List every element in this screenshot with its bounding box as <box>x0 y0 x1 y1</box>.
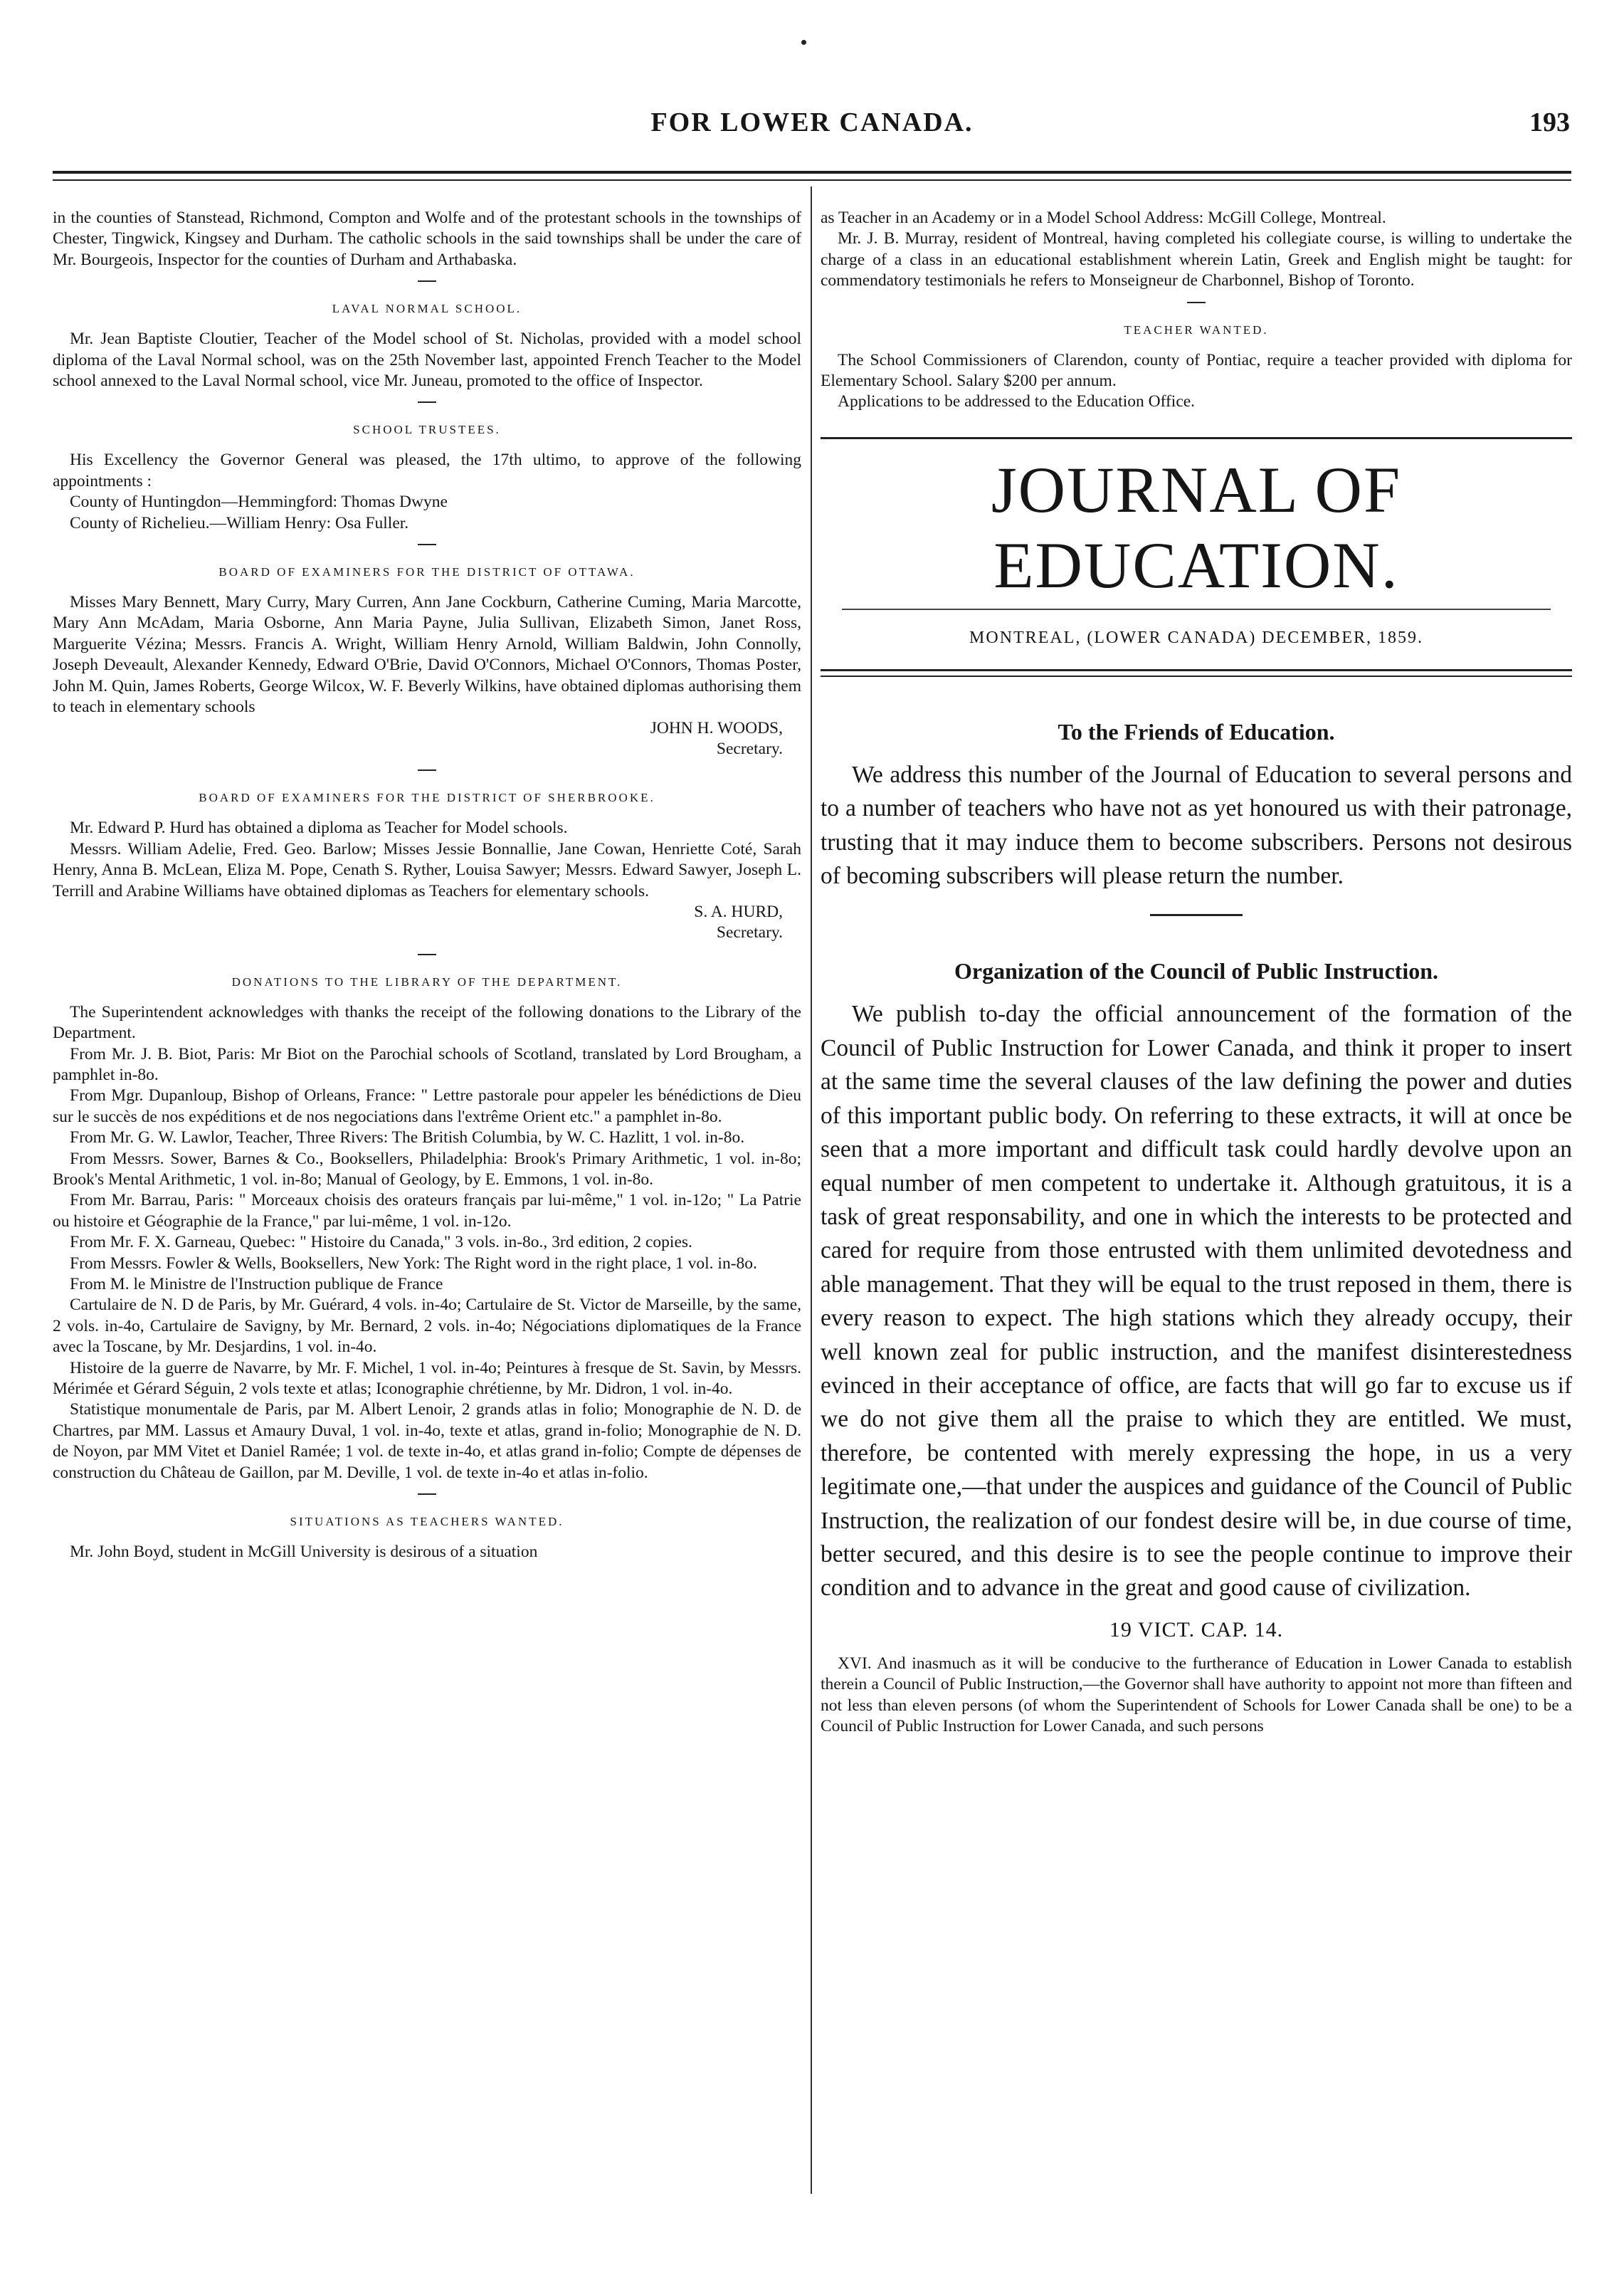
masthead-rule-dotted <box>842 609 1551 610</box>
heading-friends-of-education: To the Friends of Education. <box>1058 718 1335 745</box>
section-dash <box>418 401 436 403</box>
signature-name: S. A. HURD, <box>694 902 783 921</box>
printer-mark <box>801 40 806 45</box>
masthead-title: JOURNAL OF EDUCATION. <box>991 453 1402 601</box>
paragraph-donation: Statistique monumentale de Paris, par M. Albert Lenoir, 2 grands atlas in folio; Monographie de N. D. de Chartres, par MM. Lassus et Amaury Duval, 1 vol. in-4o, texte et atlas, grand in-folio; Monographie de N. D. de Noyon, par MM Vitet et Daniel Ramée; 1 vol. de texte in-4o, et atlas grand in-folio; Compte de dépenses de construction du Château de Gaillon, par M. Deville, 1 vol. de texte in-4o et atlas in-folio. <box>53 1400 801 1482</box>
section-dash <box>418 280 436 282</box>
section-dash <box>418 1493 436 1495</box>
heading-teacher-wanted: TEACHER WANTED. <box>1124 322 1269 337</box>
section-dash <box>418 769 436 771</box>
signature-name: JOHN H. WOODS, <box>650 718 783 737</box>
page-number: 193 <box>1529 107 1570 137</box>
paragraph-trustees-huntingdon: County of Huntingdon—Hemmingford: Thomas Dwyne <box>70 493 448 512</box>
masthead-rule-bottom-thin <box>821 676 1572 677</box>
paragraph-boyd: Mr. John Boyd, student in McGill University is desirous of a situation <box>70 1543 538 1562</box>
paragraph-donation: From Messrs. Fowler & Wells, Booksellers, New York: The Right word in the right place, 1 vol. in-8o. <box>70 1254 757 1273</box>
section-dash <box>418 544 436 545</box>
dateline: MONTREAL, (LOWER CANADA) DECEMBER, 1859. <box>969 628 1423 647</box>
right-column <box>821 208 1572 1737</box>
paragraph-donation: From Mr. F. X. Garneau, Quebec: " Histoire du Canada," 3 vols. in-8o., 3rd edition, 2 copies. <box>70 1233 692 1252</box>
paragraph-donation: From Mgr. Dupanloup, Bishop of Orleans, France: " Lettre pastorale pour appeler les bénédictions de Dieu sur le succès de nos expéditions et de nos negociations dans l'extrême Orient etc." a pamphlet in-8o. <box>53 1086 801 1126</box>
heading-laval-normal-school: LAVAL NORMAL SCHOOL. <box>332 302 522 316</box>
paragraph-donation: The Superintendent acknowledges with thanks the receipt of the following donations to the Library of the Department. <box>53 1002 801 1043</box>
signature-title: Secretary. <box>716 923 783 942</box>
left-column <box>53 208 801 1563</box>
paragraph-donation: Cartulaire de N. D de Paris, by Mr. Guérard, 4 vols. in-4o; Cartulaire de St. Victor de Marseille, by the same, 2 vols. in-4o, Cartulaire de Savigny, by Mr. Bernard, 2 vols. in-4o; Négociations diplomatiques de la France avec la Toscane, by Mr. Desjardins, 1 vol. in-4o. <box>53 1296 801 1357</box>
heading-school-trustees: SCHOOL TRUSTEES. <box>353 423 501 437</box>
paragraph-section-xvi: XVI. And inasmuch as it will be conducive to the furtherance of Education in Lower Canada to establish therein a Council of Public Instruction,—the Governor shall have authority to appoint not more than fifteen and not less than eleven persons (of whom the Superintendent of Schools for Lower Canada shall be one) to be a Council of Public Instruction for Lower Canada, and such persons <box>821 1654 1572 1735</box>
paragraph-trustees-richelieu: County of Richelieu.—William Henry: Osa Fuller. <box>70 513 409 532</box>
heading-situations-wanted: SITUATIONS AS TEACHERS WANTED. <box>290 1515 564 1529</box>
paragraph-donation: From Mr. Barrau, Paris: " Morceaux choisis des orateurs français par lui-même," 1 vol. in-12o; " La Patrie ou histoire et Géographie de la France," par lui-même, 1 vol. in-12o. <box>53 1191 801 1231</box>
paragraph-murray: Mr. J. B. Murray, resident of Montreal, having completed his collegiate course, is willing to undertake the charge of a class in an educational establishment wherein Latin, Greek and English might be taught: for commendatory testimonials he refers to Monseigneur de Charbonnel, Bishop of Toronto. <box>821 229 1572 290</box>
paragraph-donation: From M. le Ministre de l'Instruction publique de France <box>70 1275 443 1294</box>
header-rule-thin <box>53 179 1571 181</box>
running-title: FOR LOWER CANADA. <box>650 107 974 137</box>
section-rule <box>1150 914 1243 916</box>
paragraph-cloutier: Mr. Jean Baptiste Cloutier, Teacher of the Model school of St. Nicholas, provided with a model school diploma of the Laval Normal school, was on the 25th November last, appointed French Teacher to the Model school annexed to the Laval Normal school, vice Mr. Juneau, promoted to the office of Inspector. <box>53 330 801 391</box>
paragraph-hurd: Mr. Edward P. Hurd has obtained a diploma as Teacher for Model schools. <box>70 819 568 838</box>
paragraph-donation: From Mr. G. W. Lawlor, Teacher, Three Rivers: The British Columbia, by W. C. Hazlitt, 1 vol. in-8o. <box>70 1128 745 1147</box>
paragraph-friends: We address this number of the Journal of Education to several persons and to a number of teachers who have not as yet honoured us with their patronage, trusting that it may induce them to become subscribers. Persons not desirous of becoming subscribers will please return the number. <box>821 761 1572 890</box>
column-divider <box>811 186 812 2194</box>
paragraph-trustees-intro: His Excellency the Governor General was pleased, the 17th ultimo, to approve of the following appointments : <box>53 451 801 490</box>
paragraph-counties: in the counties of Stanstead, Richmond, Compton and Wolfe and of the protestant schools in the townships of Chester, Tingwick, Kingsey and Durham. The catholic schools in the said townships shall be under the care of Mr. Bourgeois, Inspector for the counties of Durham and Arthabaska. <box>53 209 801 269</box>
paragraph-donation: Histoire de la guerre de Navarre, by Mr. F. Michel, 1 vol. in-4o; Peintures à fresque de St. Savin, by Messrs. Mérimée et Gérard Séguin, 2 vols texte et atlas; Iconographie chrétienne, by Mr. Didron, 1 vol. in-4o. <box>53 1358 801 1399</box>
masthead-rule-top <box>821 437 1572 439</box>
header-rule-thick <box>53 171 1571 174</box>
heading-donations: DONATIONS TO THE LIBRARY OF THE DEPARTMENT. <box>231 974 623 989</box>
paragraph-clarendon: The School Commissioners of Clarendon, county of Pontiac, require a teacher provided with diploma for Elementary School. Salary $200 per annum. <box>821 350 1572 391</box>
heading-board-sherbrooke: BOARD OF EXAMINERS FOR THE DISTRICT OF SHERBROOKE. <box>199 791 655 805</box>
paragraph-council: We publish to-day the official announcement of the formation of the Council of Public Instruction for Lower Canada, and think it proper to insert at the same time the several clauses of the law defining the power and duties of this important public body. On referring to these extracts, it will at once be seen that a more important and difficult task could hardly devolve upon an equal number of men competent to undertake it. Although gratuitous, it is a task of great responsability, and one in which the interests to be protected and cared for require from those entrusted with them unlimited devotedness and able management. That they will be equal to the trust reposed in them, there is every reason to expect. The high stations which they already occupy, their well known zeal for public instruction, and the manifest disinterestedness evinced in their acceptance of office, are facts that will go far to excuse us if we do not give them all the praise to which they are entitled. We must, therefore, be contented with merely expressing the hope, in us a very legitimate one,—that under the auspices and guidance of the Council of Public Instruction, the realization of our fondest desire will be, in due course of time, better secured, and this desire is to see the people continue to improve their condition and to advance in the great and good cause of civilization. <box>821 1001 1572 1602</box>
paragraph-applications: Applications to be addressed to the Education Office. <box>838 392 1196 411</box>
section-dash <box>1187 302 1206 303</box>
paragraph-donation: From Mr. J. B. Biot, Paris: Mr Biot on the Parochial schools of Scotland, translated by Lord Brougham, a pamphlet in-8o. <box>53 1044 801 1084</box>
paragraph-boyd-continued: as Teacher in an Academy or in a Model School Address: McGill College, Montreal. <box>821 209 1386 227</box>
statute-reference: 19 VICT. CAP. 14. <box>1109 1617 1284 1641</box>
running-header <box>50 107 1574 147</box>
paragraph-ottawa-diplomas: Misses Mary Bennett, Mary Curry, Mary Curren, Ann Jane Cockburn, Catherine Cuming, Maria Marcotte, Mary Ann McAdam, Maria Osborne, Ann Maria Payne, Julia Sullivan, Elizabeth Simon, Janet Ross, Marguerite Vézina; Messrs. Francis A. Wright, William Henry Arnold, William Baldwin, John Connolly, Joseph Deveault, Alexander Kennedy, Edward O'Brie, David O'Connors, Michael O'Connors, Thomas Poster, John M. Quin, James Roberts, George Wilcox, W. F. Beverly Wilkins, have obtained diplomas authorising them to teach in elementary schools <box>53 593 801 717</box>
paragraph-sherbrooke-diplomas: Messrs. William Adelie, Fred. Geo. Barlow; Misses Jessie Bonnallie, Jane Cowan, Henriette Coté, Sarah Henry, Anna B. McLean, Eliza M. Pope, Cenath S. Ryther, Louisa Sawyer; Messrs. Edward Sawyer, Joseph L. Terrill and Arabine Williams have obtained diplomas as Teachers for elementary schools. <box>53 839 801 900</box>
signature-title: Secretary. <box>716 739 783 758</box>
heading-board-ottawa: BOARD OF EXAMINERS FOR THE DISTRICT OF OTTAWA. <box>218 565 636 579</box>
masthead-rule-bottom <box>821 669 1572 671</box>
paragraph-donation: From Messrs. Sower, Barnes & Co., Booksellers, Philadelphia: Brook's Primary Arithmetic, 1 vol. in-8o; Brook's Mental Arithmetic, 1 vol. in-8o; Manual of Geology, by E. Emmons, 1 vol. in-8o. <box>53 1149 801 1189</box>
heading-council-organization: Organization of the Council of Public Instruction. <box>954 958 1438 984</box>
section-dash <box>418 954 436 955</box>
